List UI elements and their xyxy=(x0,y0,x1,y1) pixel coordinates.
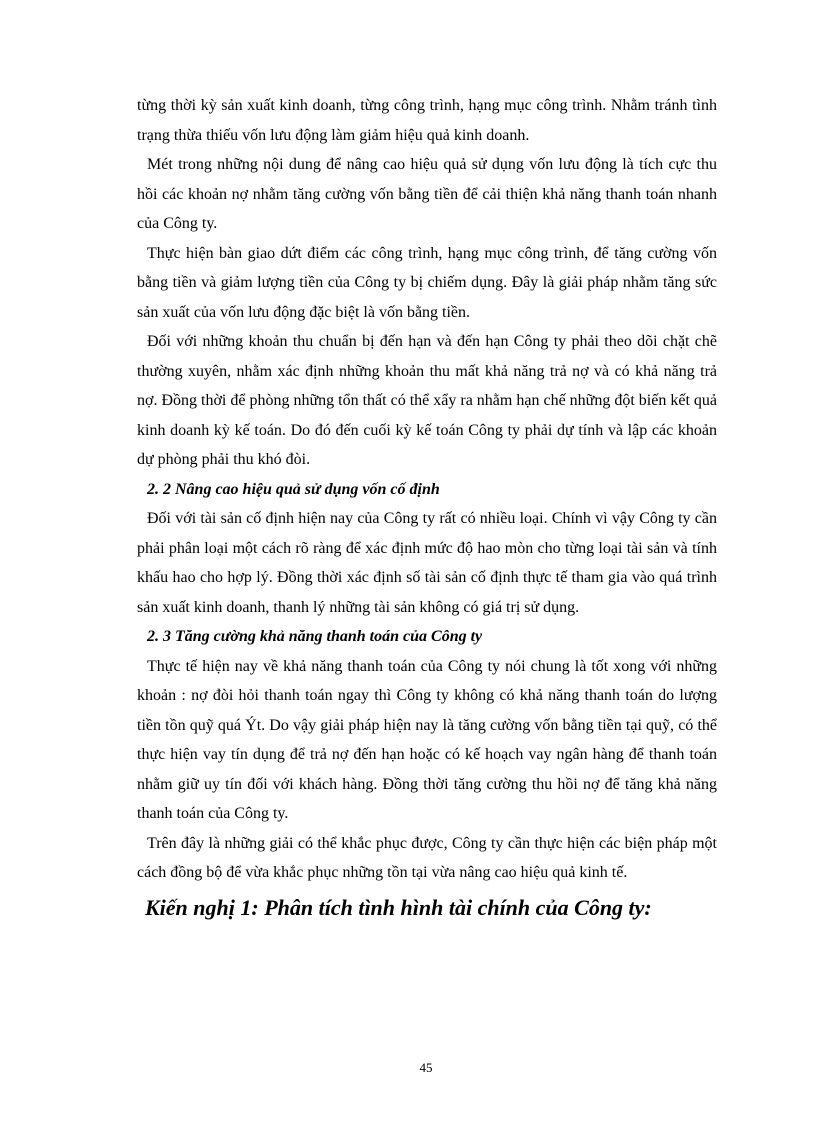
paragraph-liquidity: Thực tế hiện nay về khả năng thanh toán của Công ty nói chung là tốt xong với những khoản : nợ đòi hỏi thanh toán ngay thì Công ty không có khả năng thanh toán do lượng tiền tồn quỹ quá Ýt. Do vậy giải pháp hiện nay là tăng cường vốn bằng tiền tại quỹ, có thể thực hiện vay tín dụng để trả nợ đến hạn hoặc có kế hoạch vay ngân hàng để thanh toán nhằm giữ uy tín đối với khách hàng. Đồng thời tăng cường thu hồi nợ để tăng khả năng thanh toán của Công ty. xyxy=(137,657,717,822)
paragraph-debt-recovery: Mét trong những nội dung để nâng cao hiệu quả sử dụng vốn lưu động là tích cực thu hồi các khoản nợ nhằm tăng cường vốn bằng tiền để cải thiện khả năng thanh toán nhanh của Công ty. xyxy=(137,156,717,232)
recommendation-heading: Kiến nghị 1: Phân tích tình hình tài chính của Công ty: xyxy=(145,894,652,920)
paragraph-fixed-assets: Đối với tài sản cố định hiện nay của Công ty rất có nhiều loại. Chính vì vậy Công ty cần phải phân loại một cách rõ ràng để xác định mức độ hao mòn cho từng loại tài sản và tính khấu hao cho hợp lý. Đồng thời xác định số tài sản cố định thực tế tham gia vào quá trình sản xuất kinh doanh, thanh lý những tài sản không có giá trị sử dụng. xyxy=(137,510,717,616)
section-heading-2-3: 2. 3 Tăng cường khả năng thanh toán của Công ty xyxy=(147,628,483,645)
paragraph-summary: Trên đây là những giải có thể khắc phục được, Công ty cần thực hiện các biện pháp một cách đồng bộ để vừa khắc phục những tồn tại vừa nâng cao hiệu quả kinh tế. xyxy=(137,834,717,881)
paragraph-project-handover: Thực hiện bàn giao dứt điểm các công trình, hạng mục công trình, để tăng cường vốn bằng tiền và giảm lượng tiền của Công ty bị chiếm dụng. Đây là giải pháp nhằm tăng sức sản xuất của vốn lưu động đặc biệt là vốn bằng tiền. xyxy=(137,244,717,321)
section-heading-2-2: 2. 2 Nâng cao hiệu quả sử dụng vốn cố định xyxy=(147,480,440,498)
paragraph-continuation: từng thời kỳ sản xuất kinh doanh, từng công trình, hạng mục công trình. Nhằm tránh tình trạng thừa thiếu vốn lưu động làm giảm hiệu quả kinh doanh. xyxy=(137,97,717,144)
page-body xyxy=(137,91,717,924)
paragraph-receivables: Đối với những khoản thu chuẩn bị đến hạn và đến hạn Công ty phải theo dõi chặt chẽ thường xuyên, nhằm xác định những khoản thu mất khả năng trả nợ và có khả năng trả nợ. Đồng thời để phòng những tổn thất có thể xẩy ra nhằm hạn chế những đột biến kết quả kinh doanh kỳ kế toán. Do đó đến cuối kỳ kế toán Công ty phải dự tính và lập các khoản dự phòng phải thu khó đòi. xyxy=(137,333,717,468)
page-number: 45 xyxy=(419,1060,433,1075)
